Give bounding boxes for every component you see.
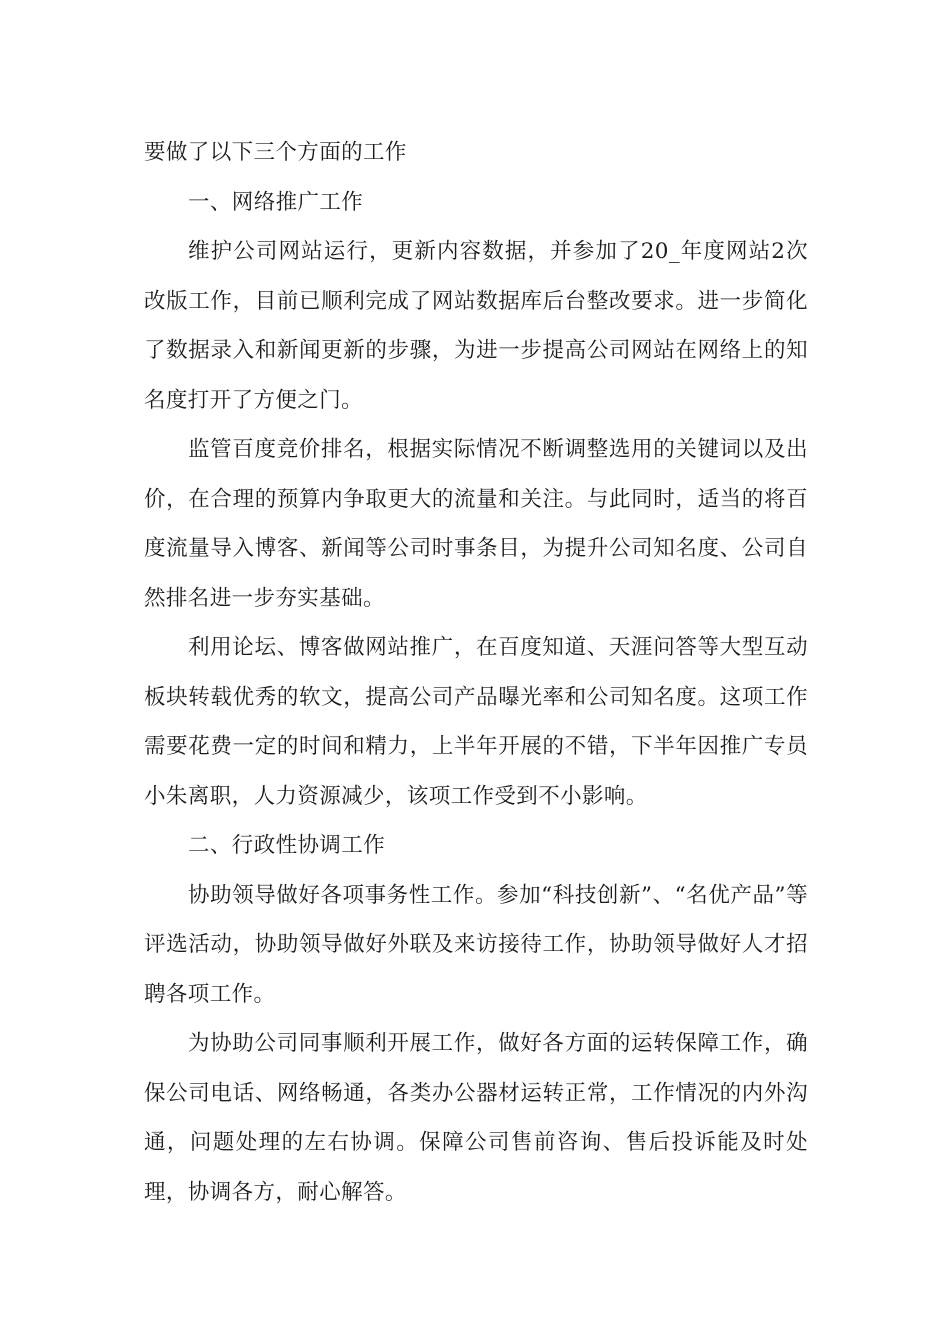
section-heading-administrative-coordination: 二、行政性协调工作 [188,833,386,858]
paragraph-intro: 要做了以下三个方面的工作 [144,140,407,165]
paragraph-forum-blog-promotion: 利用论坛、博客做网站推广，在百度知道、天涯问答等大型互动板块转载优秀的软文，提高公司产品曝光率和公司知名度。这项工作需要花费一定的时间和精力，上半年开展的不错，下半年因推广专员小朱离职，人力资源减少，该项工作受到不小影响。 [144,635,808,809]
section-heading-network-promotion: 一、网络推广工作 [188,189,364,215]
paragraph-assist-leadership: 协助领导做好各项事务性工作。参加“科技创新”、“名优产品”等评选活动，协助领导做好外联及来访接待工作，协助领导做好人才招聘各项工作。 [144,882,808,1007]
document-body [144,128,808,1217]
paragraph-operations-support: 为协助公司同事顺利开展工作，做好各方面的运转保障工作，确保公司电话、网络畅通，各类办公器材运转正常，工作情况的内外沟通，问题处理的左右协调。保障公司售前咨询、售后投诉能及时处理，协调各方，耐心解答。 [144,1031,808,1205]
paragraph-baidu-bidding: 监管百度竞价排名，根据实际情况不断调整选用的关键词以及出价，在合理的预算内争取更大的流量和关注。与此同时，适当的将百度流量导入博客、新闻等公司时事条目，为提升公司知名度、公司自然排名进一步夯实基础。 [144,437,808,611]
paragraph-website-maintenance: 维护公司网站运行，更新内容数据，并参加了20_年度网站2次改版工作，目前已顺利完成了网站数据库后台整改要求。进一步简化了数据录入和新闻更新的步骤，为进一步提高公司网站在网络上的知名度打开了方便之门。 [144,239,808,413]
